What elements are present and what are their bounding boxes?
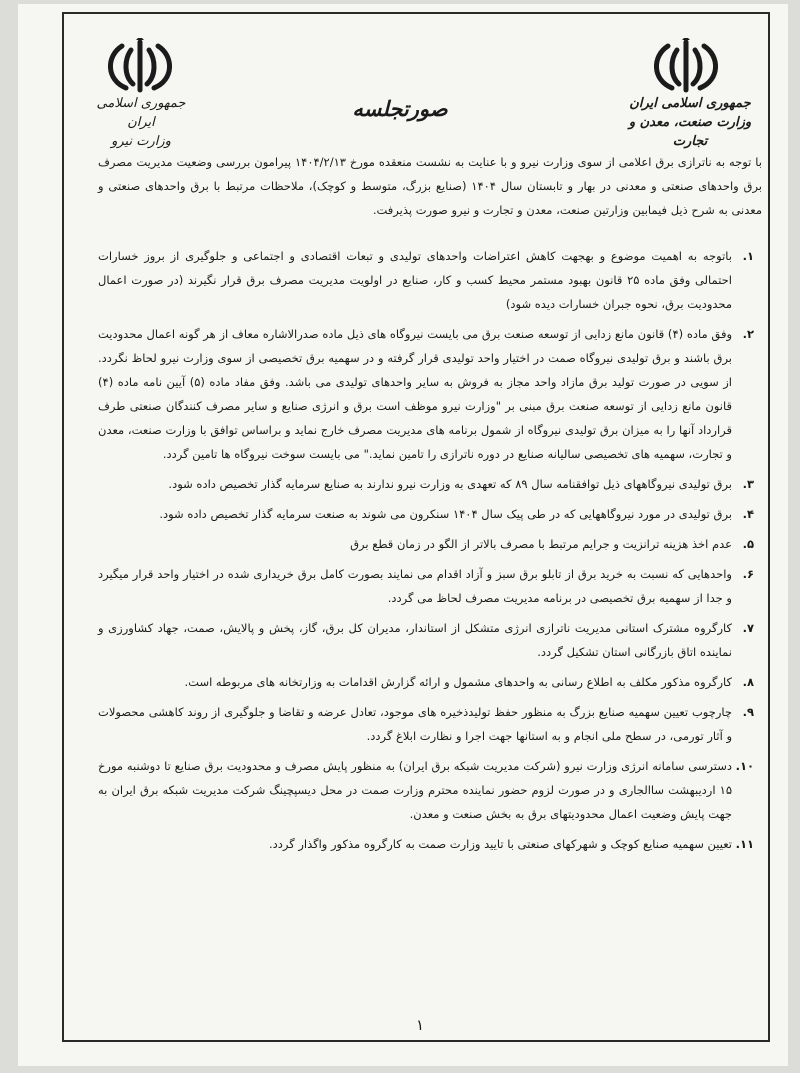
clause-number: ۳. (742, 477, 754, 491)
clause-text: دسترسی سامانه انرژی وزارت نیرو (شرکت مدیریت شبکه برق ایران) به منظور پایش مصرف و محدودیت برق صنایع تا دوشنبه مورخ ۱۵ اردیبهشت ساالجاری و در صورت لزوم حضور نماینده محترم وزارت صمت در محل دیسپچینگ شرکت مدیریت شبکه برق ایران به جهت پایش وضعیت اعمال محدودیتهای برق به بخش صنعت و معدن. (98, 759, 732, 821)
clause-number: ۴. (742, 507, 754, 521)
iran-emblem-icon (646, 38, 726, 94)
clause-text: وفق ماده (۴) قانون مانع زدایی از توسعه صنعت برق می بایست نیروگاه های ذیل ماده صدرالاشاره معاف از هر گونه اعمال محدودیت برق باشند و برق تولیدی نیروگاه صمت در اختیار واحد تولیدی قرار گرفته و در سهمیه برق تخصیصی از سوی وزارت نیرو لحاظ نگردد. از سویی در صورت تولید برق مازاد واحد مجاز به فروش به سایر واحدهای تولیدی می باشد. وفق مفاد ماده (۵) آیین نامه ماده (۴) قانون مانع زدایی از توسعه صنعت برق مبنی بر "وزارت نیرو موظف است برق و انرژی صنایع و سایر مصرف کنندگان صنعتی طرف قرارداد آنها را به میزان برق تولیدی نیروگاه از شمول برنامه های مدیریت مصرف خارج نماید و براساس توافق با وزارت صنعت، معدن و تجارت، سهمیه های تخصیصی سالیانه صنایع در دوره ناترازی را تامین نماید." می بایست سوخت نیروگاه ها تامین گردد. (98, 327, 733, 461)
clause-item (98, 700, 762, 748)
clause-item (98, 244, 762, 316)
clause-item (98, 502, 762, 526)
right-org-country: جمهوری اسلامی ایران (629, 96, 751, 111)
clause-text: واحدهایی که نسبت به خرید برق از تابلو برق سبز و آزاد اقدام می نمایند بصورت کامل برق خریداری شده در اختیار واحد قرار میگیرد و جدا از سهمیه برق تخصیصی در برنامه مدیریت مصرف لحاظ می گردد. (98, 567, 732, 605)
right-org-ministry: وزارت صنعت، معدن و تجارت (628, 115, 752, 149)
clause-text: کارگروه مشترک استانی مدیریت ناترازی انرژی متشکل از استاندار، مدیران کل برق، گاز، پخش و پالایش، صمت، جهاد کشاورزی و نماینده اتاق بازرگانی استان تشکیل گردد. (98, 621, 732, 659)
clause-list (98, 244, 762, 856)
clause-number: ۶. (742, 567, 754, 581)
clause-item (98, 322, 762, 466)
clause-item (98, 754, 762, 826)
clause-number: ۱. (742, 249, 754, 263)
clause-number: ۸. (742, 675, 754, 689)
minutes-body (98, 150, 762, 862)
clause-text: چارچوب تعیین سهمیه صنایع بزرگ به منظور حفظ تولیدذخیره های موجود، تعادل عرضه و تقاضا و جلوگیری از روند کاهشی محصولات و آثار تورمی، در سطح ملی انجام و به استانها جهت اجرا و نظارت ابلاغ گردد. (98, 705, 732, 743)
document-title: صورتجلسه (352, 96, 448, 121)
clause-number: ۱۱. (735, 837, 754, 851)
clause-text: کارگروه مذکور مکلف به اطلاع رسانی به واحدهای مشمول و ارائه گزارش اقدامات به وزارتخانه های مربوطه است. (184, 675, 732, 689)
clause-text: برق تولیدی نیروگاههای ذیل توافقنامه سال ۸۹ که تعهدی به وزارت نیرو ندارند به صنایع سرمایه گذار تخصیص داده شود. (168, 477, 732, 491)
clause-text: تعیین سهمیه صنایع کوچک و شهرکهای صنعتی با تایید وزارت صمت به کارگروه مذکور واگذار گردد. (268, 837, 732, 851)
clause-text: باتوجه به اهمیت موضوع و بهجهت کاهش اعتراضات واحدهای تولیدی و تبعات اقتصادی و اجتماعی و جلوگیری از بروز خسارات احتمالی وفق ماده ۲۵ قانون بهبود مستمر محیط کسب و کار، صنایع در اولویت مدیریت مصرف برق قرار نگیرند (در صورت اعمال محدودیت برق، نحوه جبران خسارات دیده شود) (98, 249, 732, 311)
intro-paragraph: با توجه به ناترازی برق اعلامی از سوی وزارت نیرو و با عنایت به نشست منعقده مورخ ۱۴۰۴/۲/۱۳ پیرامون بررسی وضعیت مدیریت مصرف برق واحدهای صنعتی و معدنی در بهار و تابستان سال ۱۴۰۴ (صنایع بزرگ، متوسط و کوچک)، ملاحظات مرتبط با برق واحدهای صنعتی و معدنی به شرح ذیل فیمابین وزارتین صنعت، معدن و تجارت و نیرو صورت پذیرفت. (98, 155, 762, 217)
clause-item (98, 472, 762, 496)
clause-number: ۱۰. (735, 759, 754, 773)
clause-number: ۷. (742, 621, 754, 635)
left-org-country: جمهوری اسلامی ایران (96, 96, 186, 130)
clause-text: برق تولیدی در مورد نیروگاههایی که در طی پیک سال ۱۴۰۴ سنکرون می شوند به صنعت سرمایه گذار تخصیص داده شود. (159, 507, 732, 521)
left-org-ministry: وزارت نیرو (111, 134, 171, 149)
clause-number: ۹. (742, 705, 754, 719)
clause-text: عدم اخذ هزینه ترانزیت و جرایم مرتبط با مصرف بالاتر از الگو در زمان قطع برق (350, 537, 732, 551)
right-organization-label (620, 94, 760, 151)
clause-item (98, 562, 762, 610)
clause-number: ۲. (742, 327, 754, 341)
clause-item (98, 532, 762, 556)
clause-item (98, 832, 762, 856)
clause-number: ۵. (742, 537, 754, 551)
left-organization-label (82, 94, 200, 151)
clause-item (98, 616, 762, 664)
page-number: ۱ (415, 1016, 425, 1034)
clause-item (98, 670, 762, 694)
iran-emblem-icon (100, 38, 180, 94)
